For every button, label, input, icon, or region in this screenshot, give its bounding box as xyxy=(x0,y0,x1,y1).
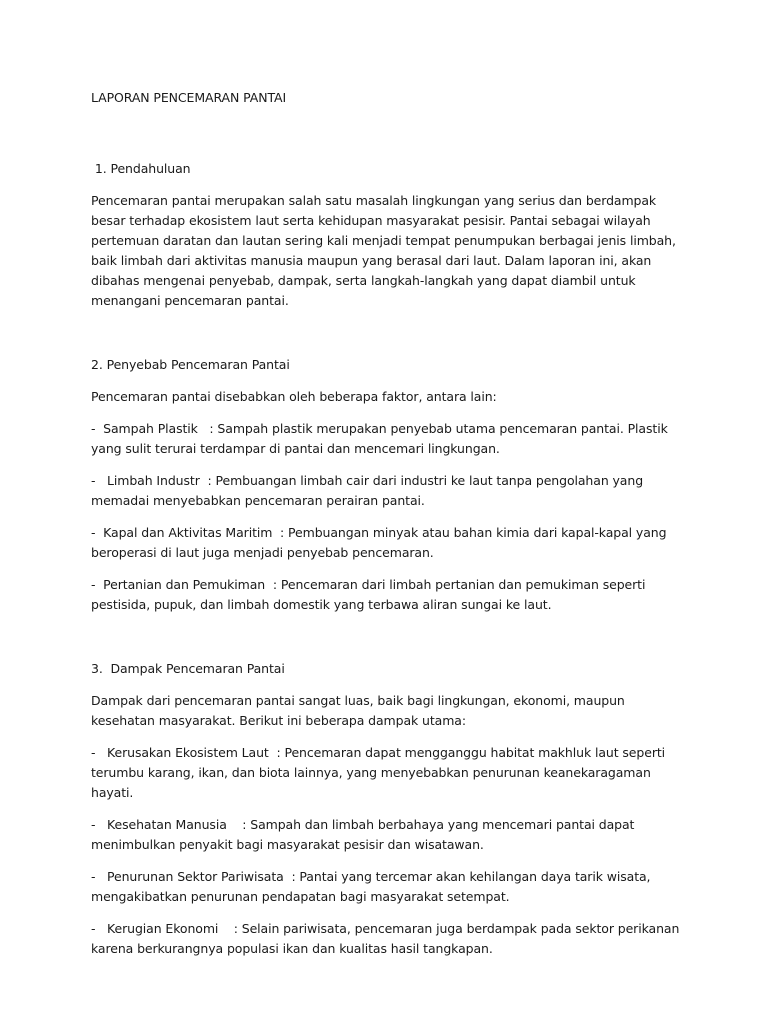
list-item-limbah-industri: - Limbah Industr : Pembuangan limbah cair dari industri ke laut tanpa pengolahan yang memadai menyebabkan pencemaran perairan pantai. xyxy=(91,473,647,508)
document-body xyxy=(91,88,684,959)
list-item-kesehatan-manusia: - Kesehatan Manusia : Sampah dan limbah berbahaya yang mencemari pantai dapat menimbulkan penyakit bagi masyarakat pesisir dan wisatawan. xyxy=(91,817,639,852)
section-heading-penyebab: 2. Penyebab Pencemaran Pantai xyxy=(91,357,290,372)
section-heading-dampak: 3. Dampak Pencemaran Pantai xyxy=(91,661,285,676)
list-item-pertanian-pemukiman: - Pertanian dan Pemukiman : Pencemaran dari limbah pertanian dan pemukiman seperti pestisida, pupuk, dan limbah domestik yang terbawa aliran sungai ke laut. xyxy=(91,577,650,612)
list-item-penurunan-pariwisata: - Penurunan Sektor Pariwisata : Pantai yang tercemar akan kehilangan daya tarik wisata, mengakibatkan penurunan pendapatan bagi masyarakat setempat. xyxy=(91,869,655,904)
list-item-kerusakan-ekosistem: - Kerusakan Ekosistem Laut : Pencemaran dapat mengganggu habitat makhluk laut seperti terumbu karang, ikan, dan biota lainnya, yang menyebabkan penurunan keanekaragaman hayati. xyxy=(91,745,669,800)
section-paragraph-pendahuluan: Pencemaran pantai merupakan salah satu masalah lingkungan yang serius dan berdampak besar terhadap ekosistem laut serta kehidupan masyarakat pesisir. Pantai sebagai wilayah pertemuan daratan dan lautan sering kali menjadi tempat penumpukan berbagai jenis limbah, baik limbah dari aktivitas manusia maupun yang berasal dari laut. Dalam laporan ini, akan dibahas mengenai penyebab, dampak, serta langkah-langkah yang dapat diambil untuk menangani pencemaran pantai. xyxy=(91,193,680,308)
list-item-kerugian-ekonomi: - Kerugian Ekonomi : Selain pariwisata, pencemaran juga berdampak pada sektor perikanan karena berkurangnya populasi ikan dan kualitas hasil tangkapan. xyxy=(91,921,684,956)
section-paragraph-dampak: Dampak dari pencemaran pantai sangat luas, baik bagi lingkungan, ekonomi, maupun kesehatan masyarakat. Berikut ini beberapa dampak utama: xyxy=(91,693,629,728)
list-item-sampah-plastik: - Sampah Plastik : Sampah plastik merupakan penyebab utama pencemaran pantai. Plastik yang sulit terurai terdampar di pantai dan mencemari lingkungan. xyxy=(91,421,672,456)
section-paragraph-penyebab: Pencemaran pantai disebabkan oleh beberapa faktor, antara lain: xyxy=(91,389,497,404)
list-item-kapal-maritim: - Kapal dan Aktivitas Maritim : Pembuangan minyak atau bahan kimia dari kapal-kapal yang beroperasi di laut juga menjadi penyebab pencemaran. xyxy=(91,525,671,560)
section-heading-pendahuluan: 1. Pendahuluan xyxy=(91,161,191,176)
document-title: LAPORAN PENCEMARAN PANTAI xyxy=(91,90,287,105)
